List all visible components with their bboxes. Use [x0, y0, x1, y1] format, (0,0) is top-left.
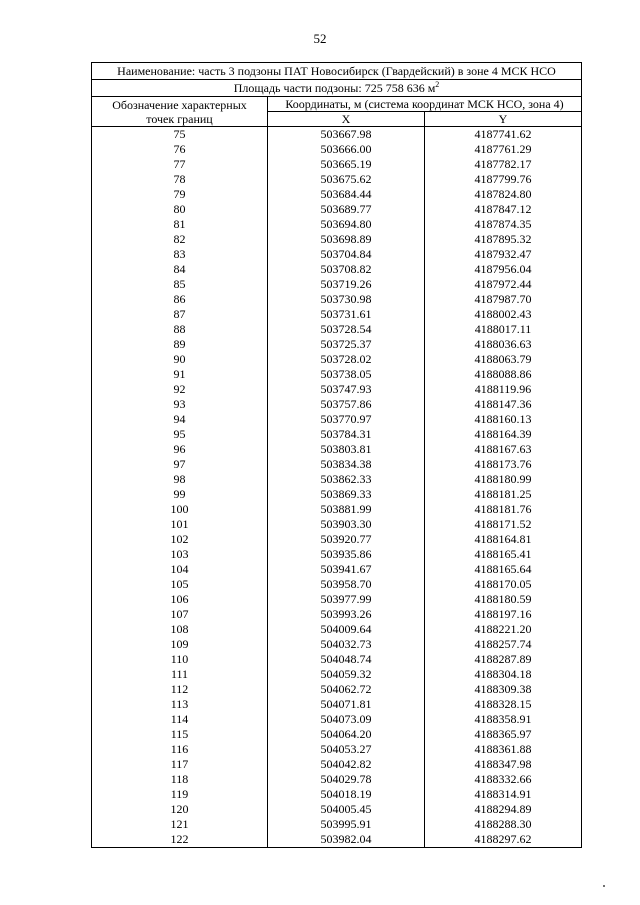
y-coordinate-cell: 4188002.43	[425, 307, 582, 322]
y-coordinate-cell: 4188147.36	[425, 397, 582, 412]
point-number-cell: 108	[92, 622, 268, 637]
x-coordinate-cell: 503935.86	[268, 547, 425, 562]
y-coordinate-cell: 4187847.12	[425, 202, 582, 217]
area-value: Площадь части подзоны: 725 758 636 м	[233, 81, 436, 95]
y-coordinate-cell: 4188288.30	[425, 817, 582, 832]
point-number-cell: 102	[92, 532, 268, 547]
y-coordinate-cell: 4188287.89	[425, 652, 582, 667]
point-number-cell: 118	[92, 772, 268, 787]
x-coordinate-cell: 503666.00	[268, 142, 425, 157]
point-number-cell: 109	[92, 637, 268, 652]
point-number-cell: 122	[92, 832, 268, 848]
y-coordinate-cell: 4187987.70	[425, 292, 582, 307]
table-row	[92, 712, 582, 727]
x-coordinate-cell: 503903.30	[268, 517, 425, 532]
table-row	[92, 637, 582, 652]
table-row	[92, 427, 582, 442]
col-header-point-line1: Обозначение характерных	[112, 97, 247, 112]
point-number-cell: 116	[92, 742, 268, 757]
x-coordinate-cell: 503958.70	[268, 577, 425, 592]
table-row	[92, 532, 582, 547]
point-number-cell: 82	[92, 232, 268, 247]
point-number-cell: 88	[92, 322, 268, 337]
point-number-cell: 80	[92, 202, 268, 217]
x-coordinate-cell: 503803.81	[268, 442, 425, 457]
table-row	[92, 802, 582, 817]
y-coordinate-cell: 4188164.39	[425, 427, 582, 442]
col-header-point	[92, 97, 268, 127]
point-number-cell: 114	[92, 712, 268, 727]
table-row	[92, 607, 582, 622]
y-coordinate-cell: 4188173.76	[425, 457, 582, 472]
x-coordinate-cell: 503704.84	[268, 247, 425, 262]
x-coordinate-cell: 504062.72	[268, 682, 425, 697]
x-coordinate-cell: 503708.82	[268, 262, 425, 277]
table-row	[92, 337, 582, 352]
table-row	[92, 352, 582, 367]
col-header-x: X	[268, 112, 425, 127]
x-coordinate-cell: 503770.97	[268, 412, 425, 427]
y-coordinate-cell: 4188309.38	[425, 682, 582, 697]
y-coordinate-cell: 4188347.98	[425, 757, 582, 772]
point-number-cell: 111	[92, 667, 268, 682]
point-number-cell: 101	[92, 517, 268, 532]
table-row	[92, 577, 582, 592]
y-coordinate-cell: 4187895.32	[425, 232, 582, 247]
y-coordinate-cell: 4188036.63	[425, 337, 582, 352]
y-coordinate-cell: 4188257.74	[425, 637, 582, 652]
x-coordinate-cell: 503747.93	[268, 382, 425, 397]
x-coordinate-cell: 504048.74	[268, 652, 425, 667]
x-coordinate-cell: 503675.62	[268, 172, 425, 187]
x-coordinate-cell: 503920.77	[268, 532, 425, 547]
table-row	[92, 412, 582, 427]
point-number-cell: 78	[92, 172, 268, 187]
x-coordinate-cell: 503977.99	[268, 592, 425, 607]
col-header-coords: Координаты, м (система координат МСК НСО, зона 4)	[268, 97, 582, 112]
table-row	[92, 187, 582, 202]
point-number-cell: 119	[92, 787, 268, 802]
point-number-cell: 115	[92, 727, 268, 742]
table-row	[92, 457, 582, 472]
y-coordinate-cell: 4187799.76	[425, 172, 582, 187]
y-coordinate-cell: 4188181.25	[425, 487, 582, 502]
y-coordinate-cell: 4188304.18	[425, 667, 582, 682]
table-row	[92, 817, 582, 832]
table-row	[92, 832, 582, 848]
table-row	[92, 397, 582, 412]
x-coordinate-cell: 503869.33	[268, 487, 425, 502]
table-row	[92, 682, 582, 697]
point-number-cell: 84	[92, 262, 268, 277]
table-row	[92, 322, 582, 337]
x-coordinate-cell: 503881.99	[268, 502, 425, 517]
y-coordinate-cell: 4188180.59	[425, 592, 582, 607]
y-coordinate-cell: 4188017.11	[425, 322, 582, 337]
y-coordinate-cell: 4188294.89	[425, 802, 582, 817]
x-coordinate-cell: 504018.19	[268, 787, 425, 802]
y-coordinate-cell: 4187932.47	[425, 247, 582, 262]
x-coordinate-cell: 503665.19	[268, 157, 425, 172]
table-row	[92, 667, 582, 682]
x-coordinate-cell: 503728.02	[268, 352, 425, 367]
y-coordinate-cell: 4187782.17	[425, 157, 582, 172]
point-number-cell: 94	[92, 412, 268, 427]
point-number-cell: 90	[92, 352, 268, 367]
table-row	[92, 772, 582, 787]
table-row	[92, 232, 582, 247]
table-row	[92, 382, 582, 397]
table-row	[92, 487, 582, 502]
point-number-cell: 86	[92, 292, 268, 307]
scan-speck	[603, 885, 605, 887]
x-coordinate-cell: 504064.20	[268, 727, 425, 742]
x-coordinate-cell: 504005.45	[268, 802, 425, 817]
x-coordinate-cell: 503730.98	[268, 292, 425, 307]
col-header-y: Y	[425, 112, 582, 127]
y-coordinate-cell: 4188063.79	[425, 352, 582, 367]
table-row	[92, 442, 582, 457]
x-coordinate-cell: 503725.37	[268, 337, 425, 352]
table-row	[92, 127, 582, 143]
point-number-cell: 92	[92, 382, 268, 397]
y-coordinate-cell: 4187956.04	[425, 262, 582, 277]
point-number-cell: 120	[92, 802, 268, 817]
table-row	[92, 787, 582, 802]
point-number-cell: 103	[92, 547, 268, 562]
x-coordinate-cell: 504029.78	[268, 772, 425, 787]
y-coordinate-cell: 4187824.80	[425, 187, 582, 202]
y-coordinate-cell: 4188119.96	[425, 382, 582, 397]
point-number-cell: 87	[92, 307, 268, 322]
x-coordinate-cell: 503982.04	[268, 832, 425, 848]
y-coordinate-cell: 4188361.88	[425, 742, 582, 757]
x-coordinate-cell: 504009.64	[268, 622, 425, 637]
y-coordinate-cell: 4187761.29	[425, 142, 582, 157]
x-coordinate-cell: 503694.80	[268, 217, 425, 232]
y-coordinate-cell: 4187874.35	[425, 217, 582, 232]
table-title: Наименование: часть 3 подзоны ПАТ Новосибирск (Гвардейский) в зоне 4 МСК НСО	[92, 63, 582, 80]
x-coordinate-cell: 503993.26	[268, 607, 425, 622]
x-coordinate-cell: 504073.09	[268, 712, 425, 727]
point-number-cell: 100	[92, 502, 268, 517]
x-coordinate-cell: 503941.67	[268, 562, 425, 577]
x-coordinate-cell: 504059.32	[268, 667, 425, 682]
x-coordinate-cell: 503698.89	[268, 232, 425, 247]
table-row	[92, 262, 582, 277]
col-header-point-line2: точек границ	[146, 111, 213, 126]
y-coordinate-cell: 4188165.41	[425, 547, 582, 562]
x-coordinate-cell: 503995.91	[268, 817, 425, 832]
point-number-cell: 81	[92, 217, 268, 232]
table-row	[92, 277, 582, 292]
y-coordinate-cell: 4188171.52	[425, 517, 582, 532]
x-coordinate-cell: 503834.38	[268, 457, 425, 472]
table-row	[92, 652, 582, 667]
point-number-cell: 75	[92, 127, 268, 143]
coordinates-table	[91, 62, 582, 848]
table-row	[92, 202, 582, 217]
x-coordinate-cell: 503728.54	[268, 322, 425, 337]
point-number-cell: 93	[92, 397, 268, 412]
point-number-cell: 99	[92, 487, 268, 502]
y-coordinate-cell: 4188167.63	[425, 442, 582, 457]
table-row	[92, 217, 582, 232]
x-coordinate-cell: 504071.81	[268, 697, 425, 712]
table-body	[92, 127, 582, 848]
point-number-cell: 97	[92, 457, 268, 472]
x-coordinate-cell: 503719.26	[268, 277, 425, 292]
point-number-cell: 107	[92, 607, 268, 622]
table-row	[92, 697, 582, 712]
area-label	[92, 80, 582, 97]
point-number-cell: 110	[92, 652, 268, 667]
point-number-cell: 96	[92, 442, 268, 457]
y-coordinate-cell: 4187741.62	[425, 127, 582, 143]
y-coordinate-cell: 4188221.20	[425, 622, 582, 637]
y-coordinate-cell: 4187972.44	[425, 277, 582, 292]
point-number-cell: 83	[92, 247, 268, 262]
table-row	[92, 502, 582, 517]
point-number-cell: 76	[92, 142, 268, 157]
table-row	[92, 172, 582, 187]
x-coordinate-cell: 503757.86	[268, 397, 425, 412]
table-row	[92, 757, 582, 772]
y-coordinate-cell: 4188180.99	[425, 472, 582, 487]
table-row	[92, 562, 582, 577]
y-coordinate-cell: 4188088.86	[425, 367, 582, 382]
point-number-cell: 79	[92, 187, 268, 202]
point-number-cell: 77	[92, 157, 268, 172]
x-coordinate-cell: 503738.05	[268, 367, 425, 382]
y-coordinate-cell: 4188164.81	[425, 532, 582, 547]
y-coordinate-cell: 4188358.91	[425, 712, 582, 727]
point-number-cell: 85	[92, 277, 268, 292]
y-coordinate-cell: 4188160.13	[425, 412, 582, 427]
table-row	[92, 727, 582, 742]
table-row	[92, 517, 582, 532]
table-row	[92, 292, 582, 307]
point-number-cell: 104	[92, 562, 268, 577]
page-number: 52	[313, 31, 327, 46]
x-coordinate-cell: 503862.33	[268, 472, 425, 487]
point-number-cell: 91	[92, 367, 268, 382]
y-coordinate-cell: 4188165.64	[425, 562, 582, 577]
point-number-cell: 95	[92, 427, 268, 442]
point-number-cell: 112	[92, 682, 268, 697]
x-coordinate-cell: 504053.27	[268, 742, 425, 757]
table-row	[92, 367, 582, 382]
table-row	[92, 157, 582, 172]
point-number-cell: 105	[92, 577, 268, 592]
x-coordinate-cell: 504032.73	[268, 637, 425, 652]
y-coordinate-cell: 4188314.91	[425, 787, 582, 802]
point-number-cell: 117	[92, 757, 268, 772]
y-coordinate-cell: 4188170.05	[425, 577, 582, 592]
y-coordinate-cell: 4188181.76	[425, 502, 582, 517]
table-row	[92, 592, 582, 607]
point-number-cell: 89	[92, 337, 268, 352]
y-coordinate-cell: 4188197.16	[425, 607, 582, 622]
table-row	[92, 307, 582, 322]
y-coordinate-cell: 4188365.97	[425, 727, 582, 742]
table-row	[92, 622, 582, 637]
area-unit-sup: 2	[435, 80, 440, 89]
point-number-cell: 113	[92, 697, 268, 712]
point-number-cell: 106	[92, 592, 268, 607]
table-row	[92, 472, 582, 487]
point-number-cell: 98	[92, 472, 268, 487]
x-coordinate-cell: 503689.77	[268, 202, 425, 217]
x-coordinate-cell: 503784.31	[268, 427, 425, 442]
y-coordinate-cell: 4188332.66	[425, 772, 582, 787]
point-number-cell: 121	[92, 817, 268, 832]
x-coordinate-cell: 503667.98	[268, 127, 425, 143]
table-row	[92, 142, 582, 157]
y-coordinate-cell: 4188328.15	[425, 697, 582, 712]
x-coordinate-cell: 503684.44	[268, 187, 425, 202]
table-row	[92, 547, 582, 562]
x-coordinate-cell: 503731.61	[268, 307, 425, 322]
x-coordinate-cell: 504042.82	[268, 757, 425, 772]
table-row	[92, 742, 582, 757]
y-coordinate-cell: 4188297.62	[425, 832, 582, 848]
table-row	[92, 247, 582, 262]
